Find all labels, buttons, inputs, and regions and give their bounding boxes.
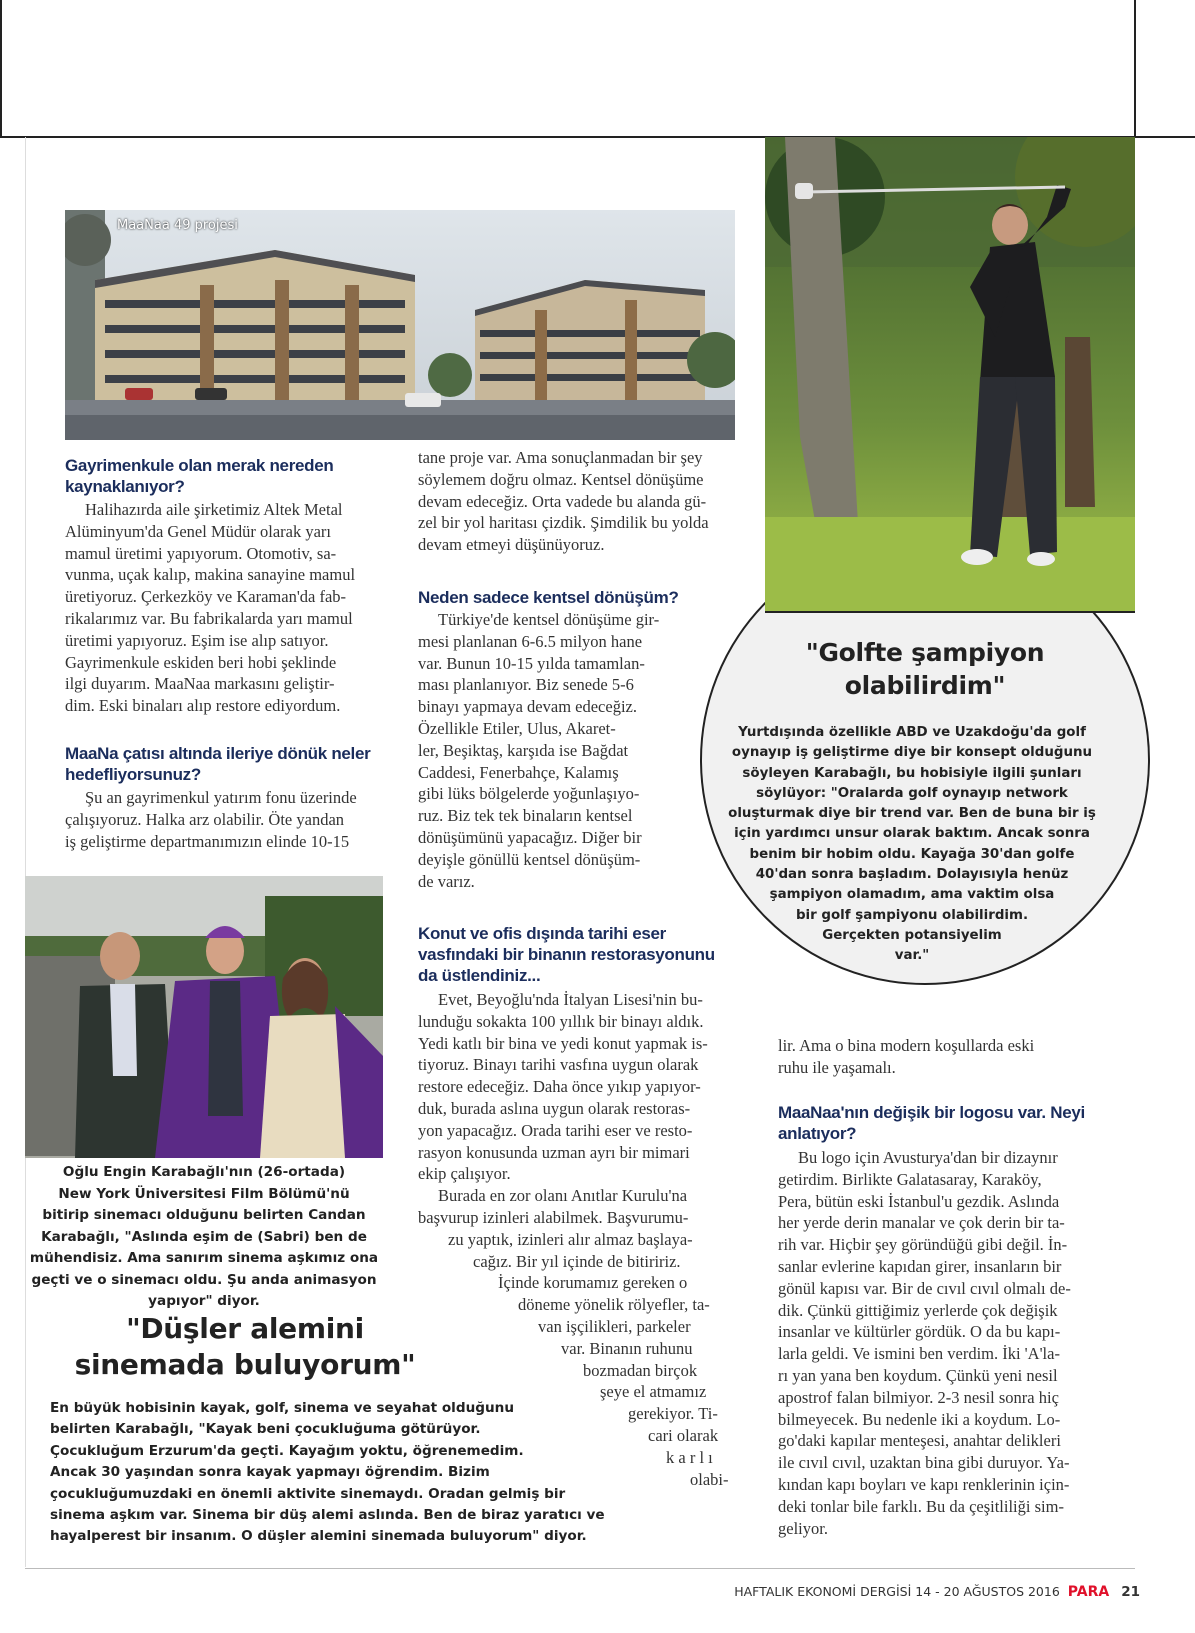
footer-page-number: 21 bbox=[1121, 1584, 1140, 1600]
answer-2 bbox=[65, 787, 390, 852]
golf-quote-body-line: oluşturmak diye bir trend var. Ben de buna bir iş bbox=[728, 806, 1096, 822]
golf-photo-overlay bbox=[765, 137, 1135, 612]
answer-1-line: üretimi yapıyoruz. Eşim ise alıp satıyor. bbox=[65, 630, 329, 650]
answer-5-line: Pera, bütün eski İstanbul'u gezdik. Aslında bbox=[778, 1191, 1060, 1211]
answer-1-line: vunma, uçak kalıp, makina sanayine mamul bbox=[65, 565, 356, 585]
golf-quote-body-line: 40'dan sonra başladım. Dolayısıyla henüz bbox=[755, 867, 1069, 883]
question-5 bbox=[778, 1102, 1108, 1144]
answer-5-line: kından kapı boyları ve kapı renklerinin için- bbox=[778, 1474, 1070, 1494]
answer-2-line: tane proje var. Ama sonuçlanmadan bir şey bbox=[418, 448, 703, 467]
answer-3-line: dönüşümünü yapacağız. Diğer bir bbox=[418, 827, 642, 847]
answer-4-line: lunduğu sokakta 100 yıllık bir binayı aldık. bbox=[418, 1011, 704, 1031]
answer-2-line: söylemem doğru olmaz. Kentsel dönüşüme bbox=[418, 469, 704, 489]
footer-rule bbox=[25, 1568, 1135, 1569]
answer-3-line: de varız. bbox=[418, 871, 475, 891]
answer-4-line: şeye el atmamız bbox=[600, 1382, 707, 1402]
question-1-line: Gayrimenkule olan merak nereden bbox=[65, 456, 334, 475]
golf-quote-title-line: olabilirdim" bbox=[844, 671, 1006, 700]
answer-4-line: Yedi katlı bir bina ve yedi konut yapmak is- bbox=[418, 1033, 708, 1053]
question-1-line: kaynaklanıyor? bbox=[65, 477, 185, 496]
question-4-line: da üstlendiniz... bbox=[418, 966, 541, 985]
family-photo bbox=[25, 876, 383, 1158]
golf-quote-body-line: söylüyor: "Oralarda golf oynayıp network bbox=[756, 785, 1068, 801]
answer-5-line: sanlar evlerine kapıdan girer, insanların bir bbox=[778, 1256, 1062, 1276]
question-4-line: vasfındaki bir binanın restorasyonunu bbox=[418, 945, 715, 964]
answer-4-line: cağız. Bir yıl içinde de bitiririz. bbox=[473, 1251, 681, 1271]
answer-4-line: İçinde korumamız gereken o bbox=[498, 1273, 688, 1293]
answer-5-line: rih var. Hiçbir şey göründüğü gibi değil. İn- bbox=[778, 1235, 1068, 1255]
golf-quote-body-line: benim bir hobim oldu. Kayağa 30'dan golfe bbox=[749, 846, 1075, 862]
answer-4-line: gerekiyor. Ti- bbox=[628, 1404, 718, 1424]
answer-5-line: getirdim. Birlikte Galatasaray, Karaköy, bbox=[778, 1169, 1042, 1189]
pull-quote-body-line: Ancak 30 yaşından sonra kayak yapmayı öğrendim. Bizim bbox=[50, 1464, 490, 1481]
answer-3 bbox=[418, 609, 680, 892]
pull-quote-body-line: sinema aşkım var. Sinema bir düş alemi aslında. Ben de biraz yaratıcı ve bbox=[50, 1507, 605, 1524]
answer-5-line: rı yan yana ben koydum. Çünkü yeni nesil bbox=[778, 1365, 1058, 1385]
golf-quote-body-line: var." bbox=[894, 948, 930, 964]
answer-4-line: tiyoruz. Binayı tarihi vasfına uygun olarak bbox=[418, 1055, 699, 1075]
answer-4-line: k a r l ı bbox=[666, 1447, 713, 1467]
pull-quote-title-line: "Düşler alemini bbox=[126, 1312, 364, 1345]
answer-5-line: go'daki kapılar menteşesi, anahtar delikleri bbox=[778, 1431, 1061, 1451]
answer-3-line: gibi lüks bölgelerde yoğunlaşıyo- bbox=[418, 784, 640, 804]
answer-3-line: ler, Beşiktaş, karşıda ise Bağdat bbox=[418, 740, 629, 760]
answer-4-line: Burada en zor olanı Anıtlar Kurulu'na bbox=[438, 1186, 688, 1206]
answer-1-line: ilgi duyarım. MaaNaa markasını geliştir- bbox=[65, 674, 335, 694]
answer-4-line: olabi- bbox=[690, 1469, 729, 1489]
answer-1-line: Gayrimenkule eskiden beri hobi şeklinde bbox=[65, 652, 337, 672]
answer-1-line: mamul üretimi yapıyorum. Otomotiv, sa- bbox=[65, 543, 337, 563]
answer-4-end bbox=[778, 1035, 1103, 1079]
golf-quote-title bbox=[740, 636, 1110, 702]
answer-3-line: Özellikle Etiler, Ulus, Akaret- bbox=[418, 718, 616, 738]
caption-line: Oğlu Engin Karabağlı'nın (26-ortada) bbox=[62, 1164, 346, 1180]
family-photo-caption bbox=[25, 1162, 383, 1313]
answer-5-line: gönül kapısı var. Bir de cıvıl cıvıl olmalı de- bbox=[778, 1278, 1071, 1298]
caption-line: New York Üniversitesi Film Bölümü'nü bbox=[58, 1185, 350, 1202]
answer-5-line: deki tonlar bile farklı. Bu da çeşitliliği sim- bbox=[778, 1496, 1064, 1516]
golf-quote-body-line: için yardımcı unsur olarak baktım. Ancak sonra bbox=[734, 826, 1090, 842]
answer-1-line: dim. Eski binaları alıp restore ediyordum. bbox=[65, 696, 341, 716]
golf-quote-body bbox=[712, 723, 1112, 967]
page-footer bbox=[700, 1584, 1140, 1600]
golf-quote-body-line: Yurtdışında özellikle ABD ve Uzakdoğu'da golf bbox=[738, 725, 1086, 740]
answer-3-line: ması planlanıyor. Biz senede 5-6 bbox=[418, 675, 634, 695]
answer-4-line: başvurup izinleri alabilmek. Başvurumu- bbox=[418, 1207, 689, 1227]
frame-left-rule bbox=[0, 0, 2, 137]
answer-4-line: yon yapacağız. Orada tarihi eser ve resto- bbox=[418, 1120, 693, 1140]
question-2-line: hedefliyorsunuz? bbox=[65, 765, 201, 784]
answer-1-line: üretiyoruz. Çerkezköy ve Karaman'da fab- bbox=[65, 587, 347, 607]
answer-1-line: Alüminyum'da Genel Müdür olarak yarı bbox=[65, 521, 331, 541]
answer-4-line: van işçilikleri, parkeler bbox=[538, 1316, 691, 1336]
answer-3-line: ruz. Biz tek tek binaların kentsel bbox=[418, 806, 633, 826]
golf-quote-body-line: oynayıp iş geliştirme diye bir konsept olduğunu bbox=[731, 745, 1093, 761]
answer-4-line: var. Binanın ruhunu bbox=[561, 1338, 693, 1358]
pull-quote-body-line: Çocukluğum Erzurum'da geçti. Kayağım yoktu, öğrenemedim. bbox=[50, 1442, 524, 1459]
pull-quote-body-line: hayalperest bir insanım. O düşler alemini sinemada buluyorum" diyor. bbox=[50, 1528, 587, 1545]
question-5-line: anlatıyor? bbox=[778, 1124, 857, 1143]
answer-2-line: devam etmeyi düşünüyoruz. bbox=[418, 535, 605, 555]
answer-3-line: deyişle gönüllü kentsel dönüşüm- bbox=[418, 849, 641, 869]
answer-2-line: çalışıyoruz. Halka arz olabilir. Öte yandan bbox=[65, 809, 345, 829]
answer-2-continued bbox=[418, 447, 743, 556]
answer-4-line: döneme yönelik rölyefler, ta- bbox=[518, 1295, 710, 1315]
caption-line: Karabağlı, "Aslında eşim de (Sabri) ben de bbox=[41, 1228, 367, 1245]
golf-photo-bottom-rule bbox=[765, 611, 1135, 613]
answer-5-line: insanlar ve kültürler gördük. O da bu kapı- bbox=[778, 1322, 1061, 1342]
question-3: Neden sadece kentsel dönüşüm? bbox=[418, 588, 679, 607]
answer-4-line: duk, burada aslına uygun olarak restoras- bbox=[418, 1098, 691, 1118]
answer-3-line: binayı yapmaya devam edeceğiz. bbox=[418, 697, 637, 717]
answer-2-line: devam edeceğiz. Orta vadede bu alanda gü- bbox=[418, 491, 707, 511]
question-2 bbox=[65, 743, 395, 785]
answer-4-line: cari olarak bbox=[648, 1425, 719, 1445]
question-4 bbox=[418, 923, 758, 986]
question-4-line: Konut ve ofis dışında tarihi eser bbox=[418, 924, 666, 943]
question-2-line: MaaNa çatısı altında ileriye dönük neler bbox=[65, 744, 371, 763]
answer-3-line: mesi planlanan 6-6.5 milyon hane bbox=[418, 631, 643, 651]
building-photo bbox=[65, 210, 735, 440]
caption-line: mühendisiz. Ama sanırım sinema aşkımız ona bbox=[29, 1250, 379, 1266]
caption-line: bitirip sinemacı olduğunu belirten Candan bbox=[42, 1207, 366, 1223]
answer-5-line: geliyor. bbox=[778, 1518, 828, 1538]
pull-quote-body-line: En büyük hobisinin kayak, golf, sinema ve seyahat olduğunu bbox=[50, 1400, 515, 1416]
answer-1 bbox=[65, 499, 390, 717]
answer-2-line: Şu an gayrimenkul yatırım fonu üzerinde bbox=[85, 788, 357, 807]
pull-quote-body-line: çocukluğumuzdaki en önemli aktivite sinemaydı. Oradan gelmiş bir bbox=[50, 1485, 566, 1502]
building-photo-label: MaaNaa 49 projesi bbox=[117, 218, 238, 233]
answer-4-line: Evet, Beyoğlu'nda İtalyan Lisesi'nin bu- bbox=[438, 990, 703, 1009]
answer-5-line: her yerde derin manalar ve çok derin bir ta- bbox=[778, 1213, 1065, 1233]
golf-quote-body-line: şampiyon olamadım, ama vaktim olsa bbox=[769, 887, 1055, 903]
answer-5-line: apostrof falan bilmiyor. 2-3 nesil sonra hiç bbox=[778, 1387, 1059, 1407]
answer-5-line: bilmeyecek. Bu nedenle iki a koydum. Lo- bbox=[778, 1409, 1061, 1429]
frame-right-rule bbox=[1134, 0, 1136, 137]
pull-quote-body-line: belirten Karabağlı, "Kayak beni çocukluğuma götürüyor. bbox=[50, 1421, 481, 1438]
answer-3-line: var. Bunun 10-15 yılda tamamlan- bbox=[418, 653, 645, 673]
answer-5-line: larla geldi. Ve ismini ben verdim. İki 'A'la- bbox=[778, 1344, 1060, 1364]
answer-4-line: ekip çalışıyor. bbox=[418, 1164, 511, 1184]
question-1 bbox=[65, 455, 395, 497]
pull-quote-title-line: sinemada buluyorum" bbox=[74, 1348, 416, 1381]
answer-4-line: lir. Ama o bina modern koşullarda eski bbox=[778, 1036, 1035, 1055]
question-5-line: MaaNaa'nın değişik bir logosu var. Neyi bbox=[778, 1103, 1085, 1122]
golf-quote-body-line: bir golf şampiyonu olabilirdim. bbox=[795, 907, 1029, 923]
answer-5-line: ile cıvıl cıvıl, uzaktan bina gibi duruyor. Ya- bbox=[778, 1453, 1070, 1473]
answer-4 bbox=[418, 989, 743, 1490]
answer-1-line: rikalarımız var. Bu fabrikalarda yarı mamul bbox=[65, 608, 353, 628]
caption-line: geçti ve o sinemacı oldu. Şu anda animasyon bbox=[31, 1271, 377, 1288]
golf-quote-body-line: söyleyen Karabağlı, bu hobisiyle ilgili şunları bbox=[742, 765, 1082, 781]
answer-4-line: rasyon konusunda uzman ayrı bir mimari bbox=[418, 1142, 690, 1162]
answer-4-line: bozmadan birçok bbox=[583, 1360, 698, 1380]
answer-3-line: Türkiye'de kentsel dönüşüme gir- bbox=[438, 610, 660, 629]
answer-2-line: iş geliştirme departmanımızın elinde 10-15 bbox=[65, 831, 350, 851]
footer-magazine: HAFTALIK EKONOMİ DERGİSİ 14 - 20 AĞUSTOS 2016 bbox=[734, 1584, 1060, 1599]
answer-2-line: zel bir yol haritası çizdik. Şimdilik bu yolda bbox=[418, 513, 709, 533]
answer-4-line: ruhu ile yaşamalı. bbox=[778, 1057, 896, 1077]
pull-quote-cinema-title bbox=[25, 1311, 465, 1383]
golf-quote-title-line: "Golfte şampiyon bbox=[805, 638, 1045, 667]
answer-4-line: zu yaptık, izinleri alır almaz başlaya- bbox=[448, 1229, 693, 1249]
caption-line: yapıyor" diyor. bbox=[148, 1293, 260, 1309]
footer-brand: PARA bbox=[1067, 1584, 1110, 1600]
answer-4-line: restore edeceğiz. Daha önce yıkıp yapıyor- bbox=[418, 1077, 701, 1097]
answer-5-line: Bu logo için Avusturya'dan bir dizaynır bbox=[798, 1148, 1058, 1167]
answer-5-line: dik. Çünkü gittiğimiz yerlerde çok değişik bbox=[778, 1300, 1058, 1320]
answer-1-line: Halihazırda aile şirketimiz Altek Metal bbox=[85, 500, 343, 519]
golf-quote-body-line: Gerçekten potansiyelim bbox=[822, 927, 1002, 943]
answer-3-line: Caddesi, Fenerbahçe, Kalamış bbox=[418, 762, 619, 782]
answer-5 bbox=[778, 1147, 1103, 1539]
